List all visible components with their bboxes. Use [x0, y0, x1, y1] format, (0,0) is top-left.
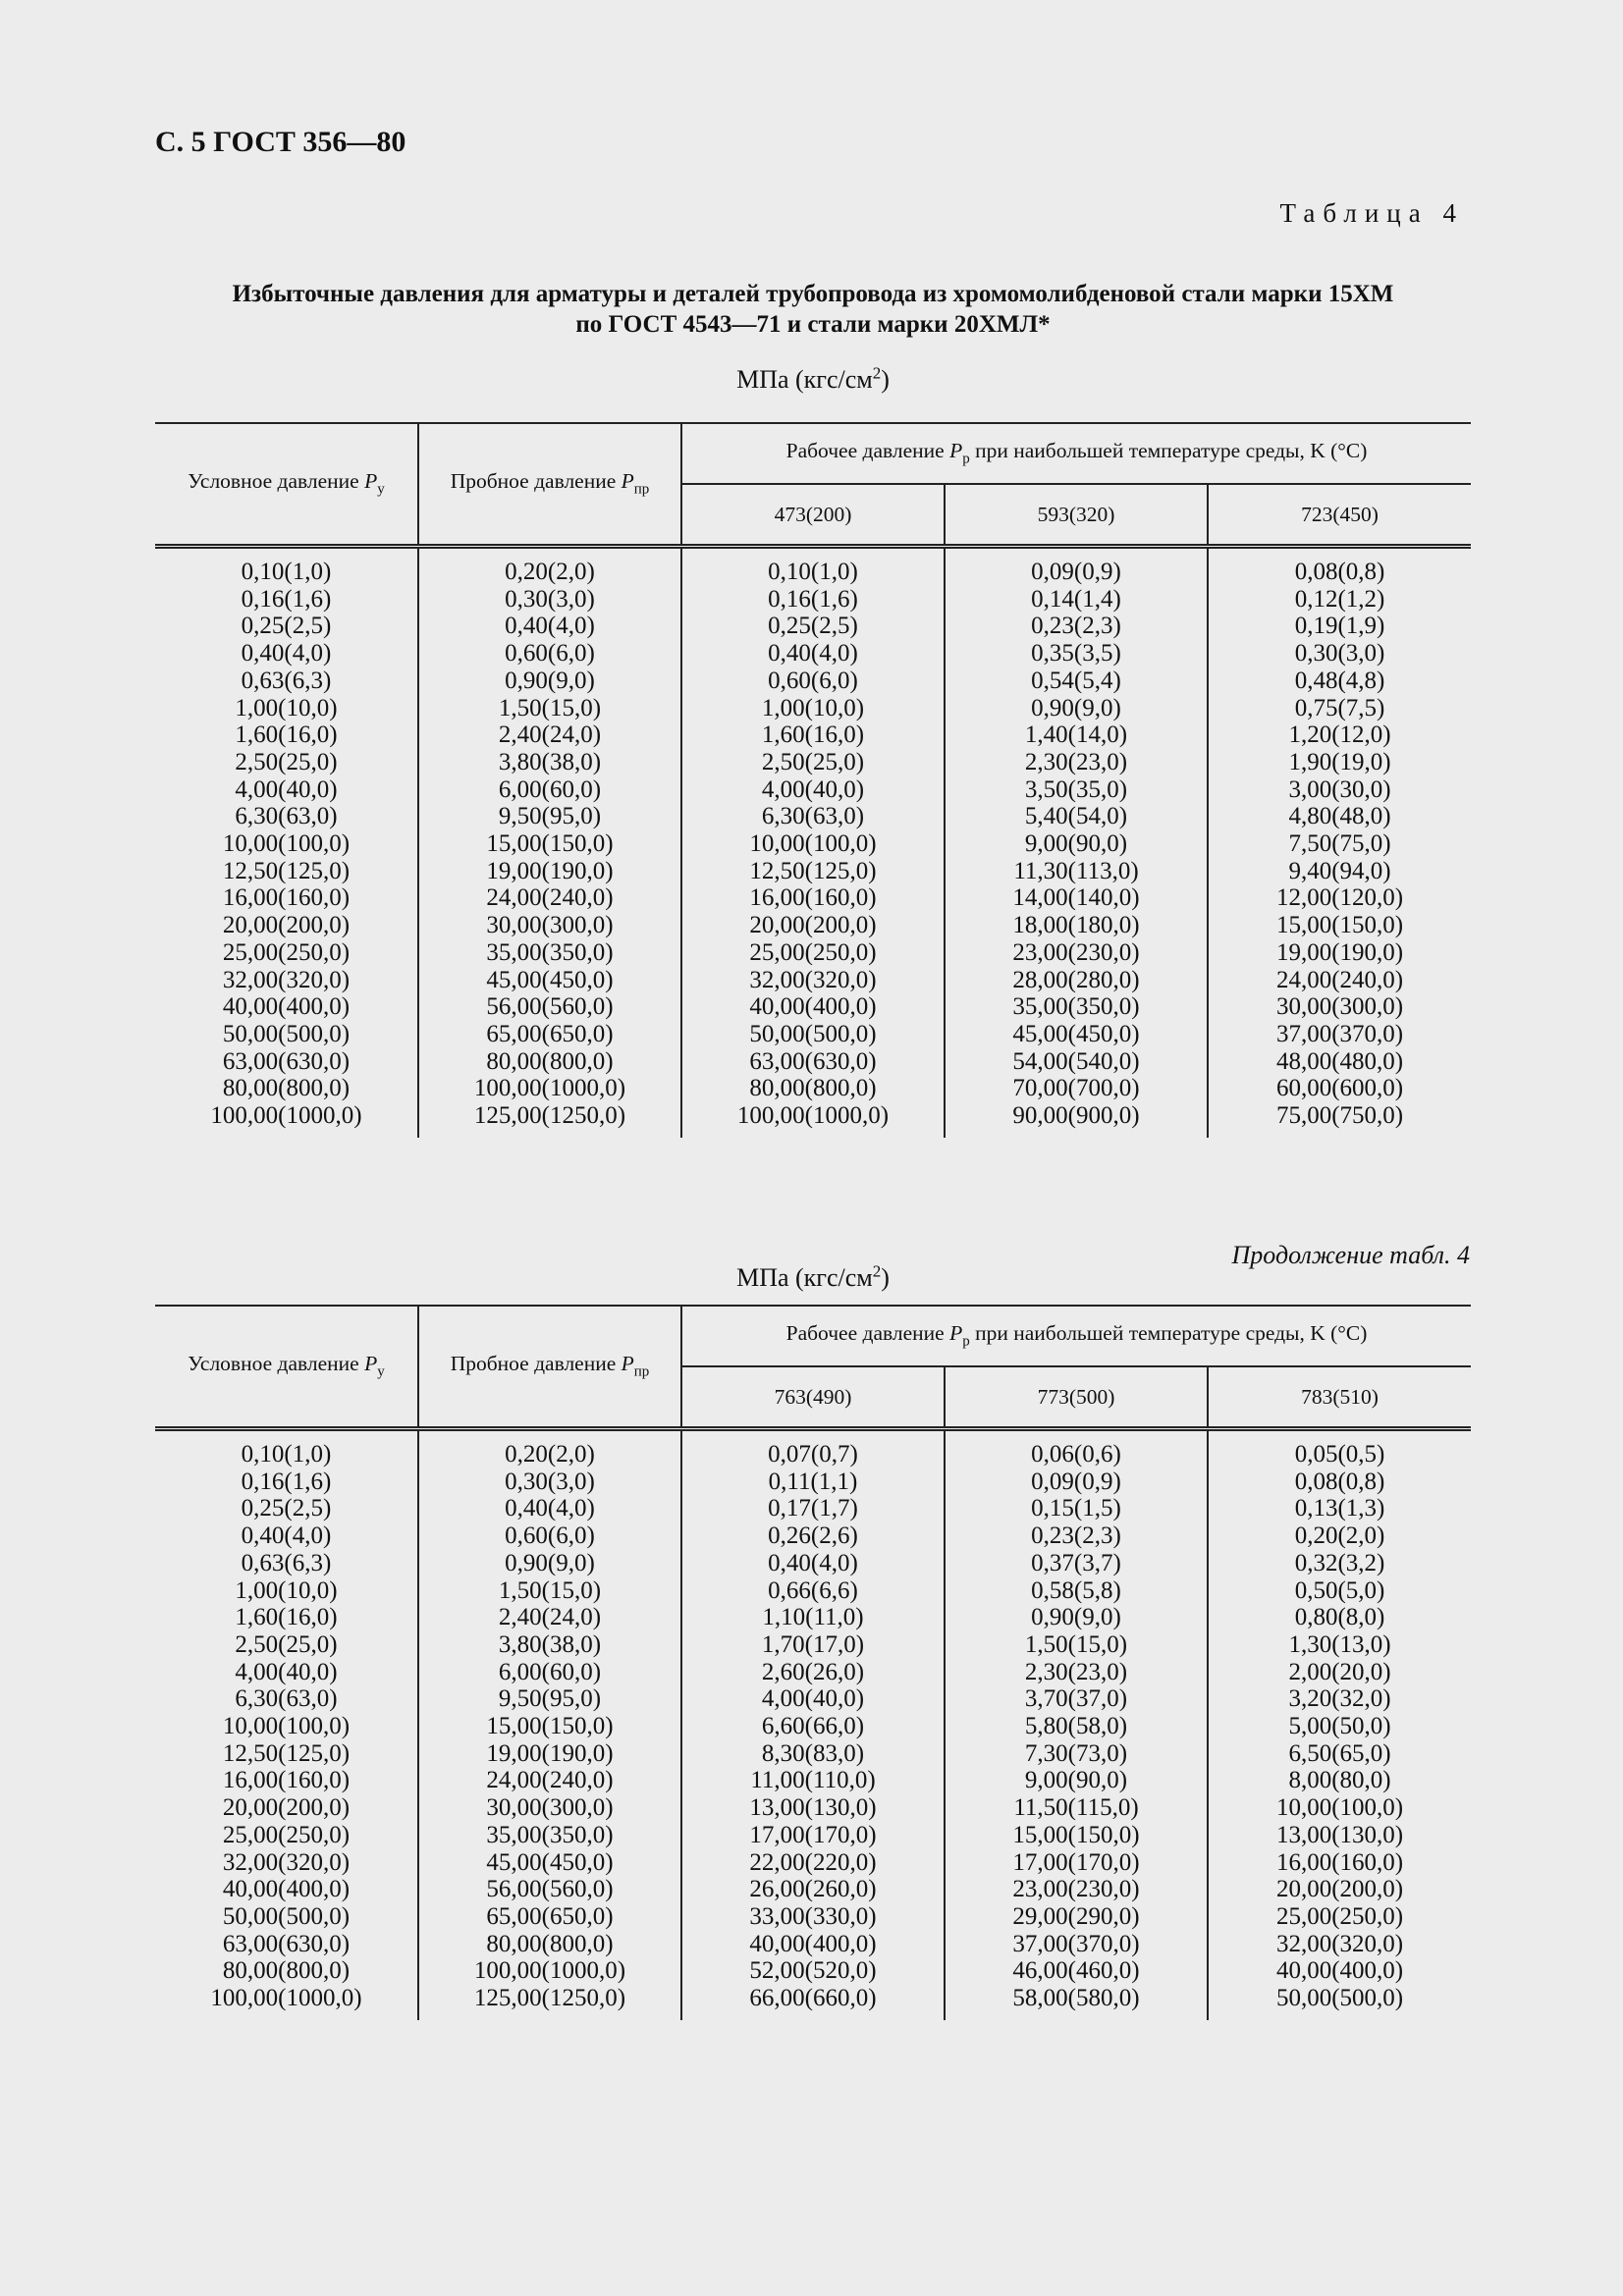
table-cell: 30,00(300,0) — [418, 1794, 681, 1822]
table-cell: 125,00(1250,0) — [418, 1102, 681, 1138]
table-cell: 2,50(25,0) — [235, 1630, 338, 1658]
table-row — [155, 667, 1471, 695]
table-cell: 125,00(1250,0) — [418, 1985, 681, 2020]
table-cell: 2,40(24,0) — [418, 721, 681, 749]
table-cell: 5,00(50,0) — [1208, 1713, 1471, 1740]
table-cell: 0,25(2,5) — [681, 613, 945, 640]
table-row — [155, 695, 1471, 722]
table-cell: 50,00(500,0) — [1208, 1985, 1471, 2020]
table-cell: 1,70(17,0) — [681, 1631, 945, 1659]
table-cell: 90,00(900,0) — [945, 1102, 1208, 1138]
table-row — [155, 776, 1471, 804]
table-cell: 12,50(125,0) — [681, 858, 945, 885]
table-row — [155, 1075, 1471, 1102]
table-row — [155, 1429, 1471, 1468]
table-row — [155, 1713, 1471, 1740]
table-cell: 2,30(23,0) — [945, 749, 1208, 776]
table-cell: 0,20(2,0) — [1208, 1522, 1471, 1550]
table-cell: 0,19(1,9) — [1208, 613, 1471, 640]
table-cell: 19,00(190,0) — [1208, 939, 1471, 967]
header-nominal-pressure: Условное давление $P_у$ — [155, 423, 418, 547]
header-temp-1: 473(200) — [681, 484, 945, 547]
table-cell: 2,60(26,0) — [681, 1659, 945, 1686]
table-cell: 37,00(370,0) — [945, 1931, 1208, 1958]
table-cell: 0,11(1,1) — [681, 1468, 945, 1496]
table-row — [155, 1957, 1471, 1985]
table-cell: 24,00(240,0) — [1208, 967, 1471, 994]
table-cell: 0,10(1,0) — [241, 1441, 332, 1468]
table-cell: 0,25(2,5) — [241, 1495, 332, 1522]
table-cell: 9,00(90,0) — [945, 830, 1208, 858]
table-row — [155, 1102, 1471, 1138]
table-cell: 40,00(400,0) — [681, 993, 945, 1021]
table-cell: 63,00(630,0) — [681, 1048, 945, 1076]
table-cell: 6,00(60,0) — [418, 776, 681, 804]
header-temp-3: 783(510) — [1208, 1366, 1471, 1429]
table-cell: 54,00(540,0) — [945, 1048, 1208, 1076]
table-cell: 15,00(150,0) — [945, 1822, 1208, 1849]
table-cell: 0,08(0,8) — [1208, 1468, 1471, 1496]
table-cell: 10,00(100,0) — [222, 830, 351, 858]
table-cell: 10,00(100,0) — [222, 1713, 351, 1740]
table-row — [155, 749, 1471, 776]
page-header: С. 5 ГОСТ 356—80 — [155, 126, 406, 158]
table-cell: 13,00(130,0) — [681, 1794, 945, 1822]
table-cell: 0,23(2,3) — [945, 613, 1208, 640]
header-nominal-pressure: Условное давление $P_у$ — [155, 1306, 418, 1429]
table-cell: 25,00(250,0) — [1208, 1903, 1471, 1931]
header-test-pressure: Пробное давление $P_{пр}$ — [418, 1306, 681, 1429]
table-cell: 1,00(10,0) — [235, 694, 338, 721]
table-cell: 0,40(4,0) — [418, 613, 681, 640]
table-cell: 0,40(4,0) — [241, 640, 332, 667]
table-row — [155, 1985, 1471, 2020]
table-cell: 3,00(30,0) — [1208, 776, 1471, 804]
table-title — [155, 279, 1471, 340]
table-cell: 25,00(250,0) — [222, 938, 351, 966]
table-row — [155, 1468, 1471, 1496]
table-row — [155, 1631, 1471, 1659]
table-cell: 4,00(40,0) — [681, 776, 945, 804]
table-cell: 0,30(3,0) — [1208, 640, 1471, 667]
table-cell: 6,30(63,0) — [235, 803, 338, 830]
header-temp-2: 593(320) — [945, 484, 1208, 547]
table-cell: 0,17(1,7) — [681, 1495, 945, 1522]
table-cell: 40,00(400,0) — [1208, 1957, 1471, 1985]
table-cell: 0,09(0,9) — [945, 1468, 1208, 1496]
table-row — [155, 912, 1471, 939]
header-temp-2: 773(500) — [945, 1366, 1208, 1429]
table-cell: 24,00(240,0) — [418, 1767, 681, 1794]
table-row — [155, 939, 1471, 967]
table-cell: 18,00(180,0) — [945, 912, 1208, 939]
table-cell: 11,00(110,0) — [681, 1767, 945, 1794]
table-row — [155, 1767, 1471, 1794]
table-cell: 1,30(13,0) — [1208, 1631, 1471, 1659]
table-cell: 80,00(800,0) — [222, 1957, 351, 1985]
table-row — [155, 1740, 1471, 1768]
table-cell: 100,00(1000,0) — [681, 1102, 945, 1138]
table-cell: 11,50(115,0) — [945, 1794, 1208, 1822]
table-cell: 14,00(140,0) — [945, 884, 1208, 912]
table-cell: 37,00(370,0) — [1208, 1021, 1471, 1048]
table-cell: 0,30(3,0) — [418, 586, 681, 614]
table-cell: 9,50(95,0) — [418, 803, 681, 830]
table-cell: 52,00(520,0) — [681, 1957, 945, 1985]
table-cell: 75,00(750,0) — [1208, 1102, 1471, 1138]
table-cell: 80,00(800,0) — [418, 1931, 681, 1958]
table-cell: 12,50(125,0) — [222, 857, 351, 884]
table-cell: 65,00(650,0) — [418, 1903, 681, 1931]
table-row — [155, 1659, 1471, 1686]
table-cell: 0,66(6,6) — [681, 1577, 945, 1605]
table-cell: 35,00(350,0) — [945, 993, 1208, 1021]
table-cell: 100,00(1000,0) — [210, 1985, 362, 2012]
table-cell: 0,14(1,4) — [945, 586, 1208, 614]
table-cell: 0,60(6,0) — [418, 1522, 681, 1550]
table-cell: 0,40(4,0) — [681, 1550, 945, 1577]
table-cell: 1,10(11,0) — [681, 1604, 945, 1631]
table-cell: 17,00(170,0) — [681, 1822, 945, 1849]
table-cell: 8,30(83,0) — [681, 1740, 945, 1768]
table-cell: 1,50(15,0) — [418, 1577, 681, 1605]
table-cell: 1,00(10,0) — [681, 695, 945, 722]
table-row — [155, 721, 1471, 749]
header-working-pressure: Рабочее давление $P_р$ при наибольшей температуре среды, K (°C) — [681, 1306, 1471, 1366]
table-cell: 0,09(0,9) — [945, 547, 1208, 586]
table-cell: 0,13(1,3) — [1208, 1495, 1471, 1522]
table-cell: 40,00(400,0) — [222, 1876, 351, 1903]
table-cell: 1,90(19,0) — [1208, 749, 1471, 776]
table-cell: 0,16(1,6) — [681, 586, 945, 614]
table-cell: 35,00(350,0) — [418, 1822, 681, 1849]
table-cell: 0,25(2,5) — [241, 613, 332, 640]
units-sup: 2 — [872, 1261, 882, 1281]
table-cell: 0,58(5,8) — [945, 1577, 1208, 1605]
table-cell: 28,00(280,0) — [945, 967, 1208, 994]
table-cell: 3,20(32,0) — [1208, 1685, 1471, 1713]
table-cell: 32,00(320,0) — [222, 1848, 351, 1876]
table-cell: 10,00(100,0) — [681, 830, 945, 858]
table-row — [155, 613, 1471, 640]
table-cell: 1,40(14,0) — [945, 721, 1208, 749]
table-cell: 19,00(190,0) — [418, 1740, 681, 1768]
table-cell: 15,00(150,0) — [418, 830, 681, 858]
table-cell: 8,00(80,0) — [1208, 1767, 1471, 1794]
table-cell: 0,16(1,6) — [241, 585, 332, 613]
table-cell: 15,00(150,0) — [418, 1713, 681, 1740]
table-cell: 10,00(100,0) — [1208, 1794, 1471, 1822]
table-cell: 2,40(24,0) — [418, 1604, 681, 1631]
table-cell: 23,00(230,0) — [945, 939, 1208, 967]
table-cell: 66,00(660,0) — [681, 1985, 945, 2020]
table-cell: 4,80(48,0) — [1208, 803, 1471, 830]
table-cell: 25,00(250,0) — [222, 1821, 351, 1848]
table-row — [155, 1048, 1471, 1076]
table-row — [155, 1021, 1471, 1048]
table-cell: 0,90(9,0) — [945, 1604, 1208, 1631]
table-cell: 0,15(1,5) — [945, 1495, 1208, 1522]
table-cell: 16,00(160,0) — [222, 884, 351, 912]
table-cell: 58,00(580,0) — [945, 1985, 1208, 2020]
table-cell: 13,00(130,0) — [1208, 1822, 1471, 1849]
table-cell: 4,00(40,0) — [681, 1685, 945, 1713]
table-cell: 0,90(9,0) — [418, 1550, 681, 1577]
table-cell: 0,50(5,0) — [1208, 1577, 1471, 1605]
table-cell: 0,37(3,7) — [945, 1550, 1208, 1577]
table-body — [155, 1429, 1471, 2020]
table-cell: 20,00(200,0) — [222, 912, 351, 939]
table-cell: 20,00(200,0) — [222, 1794, 351, 1822]
table-cell: 9,00(90,0) — [945, 1767, 1208, 1794]
table-cell: 32,00(320,0) — [681, 967, 945, 994]
table-cell: 12,00(120,0) — [1208, 884, 1471, 912]
table-cell: 19,00(190,0) — [418, 858, 681, 885]
table-cell: 25,00(250,0) — [681, 939, 945, 967]
header-test-pressure: Пробное давление $P_{пр}$ — [418, 423, 681, 547]
table-row — [155, 858, 1471, 885]
units-label — [155, 365, 1471, 395]
table-cell: 48,00(480,0) — [1208, 1048, 1471, 1076]
table-row — [155, 547, 1471, 586]
table-cell: 24,00(240,0) — [418, 884, 681, 912]
table-cell: 60,00(600,0) — [1208, 1075, 1471, 1102]
table-cell: 6,30(63,0) — [681, 803, 945, 830]
table-cell: 0,63(6,3) — [241, 1549, 332, 1576]
table-cell: 30,00(300,0) — [1208, 993, 1471, 1021]
table-row — [155, 1495, 1471, 1522]
table-cell: 3,80(38,0) — [418, 749, 681, 776]
table-cell: 9,40(94,0) — [1208, 858, 1471, 885]
table-cell: 3,50(35,0) — [945, 776, 1208, 804]
table-cell: 0,90(9,0) — [418, 667, 681, 695]
table-label: Таблица 4 — [1279, 198, 1464, 228]
table-cell: 1,00(10,0) — [235, 1576, 338, 1604]
table-row — [155, 1577, 1471, 1605]
table-row — [155, 830, 1471, 858]
table-cell: 0,60(6,0) — [418, 640, 681, 667]
table-row — [155, 1876, 1471, 1903]
table-cell: 35,00(350,0) — [418, 939, 681, 967]
table-cell: 29,00(290,0) — [945, 1903, 1208, 1931]
table-cell: 80,00(800,0) — [222, 1075, 351, 1102]
table-cell: 40,00(400,0) — [681, 1931, 945, 1958]
units-prefix: МПа (кгс/см — [736, 1263, 873, 1292]
table-cell: 65,00(650,0) — [418, 1021, 681, 1048]
table-cell: 45,00(450,0) — [418, 967, 681, 994]
table-cell: 0,35(3,5) — [945, 640, 1208, 667]
table-cell: 50,00(500,0) — [681, 1021, 945, 1048]
table-row — [155, 1822, 1471, 1849]
table-cell: 20,00(200,0) — [681, 912, 945, 939]
table-cell: 0,10(1,0) — [241, 559, 332, 585]
continuation-label: Продолжение табл. 4 — [1231, 1241, 1470, 1269]
table-cell: 3,80(38,0) — [418, 1631, 681, 1659]
table-cell: 4,00(40,0) — [235, 1658, 338, 1685]
table-cell: 50,00(500,0) — [222, 1020, 351, 1047]
table-cell: 0,54(5,4) — [945, 667, 1208, 695]
pressure-table-2 — [155, 1305, 1471, 2020]
units-label-2 — [155, 1263, 1471, 1293]
units-suffix: ) — [881, 365, 890, 394]
table-title-line-1: Избыточные давления для арматуры и деталей трубопровода из хромомолибденовой стали марки 15ХМ — [232, 281, 1394, 307]
table-cell: 0,40(4,0) — [681, 640, 945, 667]
table-row — [155, 1903, 1471, 1931]
table-row — [155, 640, 1471, 667]
table-cell: 0,12(1,2) — [1208, 586, 1471, 614]
table-cell: 0,26(2,6) — [681, 1522, 945, 1550]
table-cell: 4,00(40,0) — [235, 775, 338, 803]
table-cell: 0,06(0,6) — [945, 1429, 1208, 1468]
table-cell: 26,00(260,0) — [681, 1876, 945, 1903]
table-title-line-2: по ГОСТ 4543—71 и стали марки 20ХМЛ* — [575, 311, 1051, 338]
header-temp-3: 723(450) — [1208, 484, 1471, 547]
table-cell: 45,00(450,0) — [945, 1021, 1208, 1048]
table-cell: 0,30(3,0) — [418, 1468, 681, 1496]
table-cell: 46,00(460,0) — [945, 1957, 1208, 1985]
table-cell: 56,00(560,0) — [418, 1876, 681, 1903]
table-cell: 0,32(3,2) — [1208, 1550, 1471, 1577]
table-row — [155, 1550, 1471, 1577]
table-row — [155, 1685, 1471, 1713]
table-cell: 11,30(113,0) — [945, 858, 1208, 885]
table-row — [155, 993, 1471, 1021]
table-cell: 100,00(1000,0) — [418, 1957, 681, 1985]
table-cell: 0,16(1,6) — [241, 1468, 332, 1495]
units-suffix: ) — [881, 1263, 890, 1292]
table-cell: 1,50(15,0) — [418, 695, 681, 722]
table-cell: 63,00(630,0) — [222, 1047, 351, 1075]
table-cell: 40,00(400,0) — [222, 993, 351, 1021]
table-row — [155, 586, 1471, 614]
table-row — [155, 1849, 1471, 1877]
table-cell: 0,10(1,0) — [681, 547, 945, 586]
table-cell: 0,20(2,0) — [418, 547, 681, 586]
table-cell: 12,50(125,0) — [222, 1739, 351, 1767]
table-cell: 33,00(330,0) — [681, 1903, 945, 1931]
table-cell: 1,20(12,0) — [1208, 721, 1471, 749]
table-cell: 0,08(0,8) — [1208, 547, 1471, 586]
table-cell: 63,00(630,0) — [222, 1930, 351, 1957]
table-cell: 100,00(1000,0) — [210, 1102, 362, 1130]
table-cell: 2,00(20,0) — [1208, 1659, 1471, 1686]
table-row — [155, 1794, 1471, 1822]
table-cell: 0,80(8,0) — [1208, 1604, 1471, 1631]
pressure-table-1 — [155, 422, 1471, 1138]
table-cell: 7,30(73,0) — [945, 1740, 1208, 1768]
table-cell: 22,00(220,0) — [681, 1849, 945, 1877]
table-row — [155, 1604, 1471, 1631]
table-cell: 1,60(16,0) — [235, 1604, 338, 1631]
table-cell: 50,00(500,0) — [222, 1902, 351, 1930]
table-cell: 3,70(37,0) — [945, 1685, 1208, 1713]
table-cell: 80,00(800,0) — [681, 1075, 945, 1102]
table-cell: 30,00(300,0) — [418, 912, 681, 939]
table-cell: 0,63(6,3) — [241, 667, 332, 694]
table-cell: 16,00(160,0) — [222, 1767, 351, 1794]
table-cell: 9,50(95,0) — [418, 1685, 681, 1713]
table-cell: 2,50(25,0) — [681, 749, 945, 776]
table-cell: 6,00(60,0) — [418, 1659, 681, 1686]
table-cell: 0,75(7,5) — [1208, 695, 1471, 722]
table-cell: 0,20(2,0) — [418, 1429, 681, 1468]
header-temp-1: 763(490) — [681, 1366, 945, 1429]
table-cell: 1,50(15,0) — [945, 1631, 1208, 1659]
table-cell: 32,00(320,0) — [1208, 1931, 1471, 1958]
table-cell: 32,00(320,0) — [222, 966, 351, 993]
table-cell: 2,30(23,0) — [945, 1659, 1208, 1686]
table-cell: 7,50(75,0) — [1208, 830, 1471, 858]
units-prefix: МПа (кгс/см — [736, 365, 873, 394]
table-cell: 16,00(160,0) — [681, 884, 945, 912]
table-cell: 15,00(150,0) — [1208, 912, 1471, 939]
table-row — [155, 1931, 1471, 1958]
table-cell: 80,00(800,0) — [418, 1048, 681, 1076]
header-working-pressure: Рабочее давление $P_р$ при наибольшей температуре среды, K (°C) — [681, 423, 1471, 484]
table-cell: 23,00(230,0) — [945, 1876, 1208, 1903]
table-row — [155, 884, 1471, 912]
table-cell: 6,60(66,0) — [681, 1713, 945, 1740]
units-sup: 2 — [872, 363, 882, 383]
table-cell: 6,30(63,0) — [235, 1685, 338, 1713]
table-row — [155, 803, 1471, 830]
table-cell: 2,50(25,0) — [235, 748, 338, 775]
table-cell: 16,00(160,0) — [1208, 1849, 1471, 1877]
table-row — [155, 967, 1471, 994]
table-body — [155, 547, 1471, 1138]
table-cell: 0,60(6,0) — [681, 667, 945, 695]
table-cell: 1,60(16,0) — [235, 721, 338, 749]
table-row — [155, 1522, 1471, 1550]
table-cell: 56,00(560,0) — [418, 993, 681, 1021]
table-cell: 5,40(54,0) — [945, 803, 1208, 830]
table-cell: 0,07(0,7) — [681, 1429, 945, 1468]
table-cell: 20,00(200,0) — [1208, 1876, 1471, 1903]
table-cell: 0,40(4,0) — [241, 1522, 332, 1550]
table-cell: 0,90(9,0) — [945, 695, 1208, 722]
table-cell: 0,23(2,3) — [945, 1522, 1208, 1550]
table-cell: 100,00(1000,0) — [418, 1075, 681, 1102]
table-cell: 0,40(4,0) — [418, 1495, 681, 1522]
table-cell: 0,48(4,8) — [1208, 667, 1471, 695]
table-cell: 5,80(58,0) — [945, 1713, 1208, 1740]
table-cell: 1,60(16,0) — [681, 721, 945, 749]
table-cell: 6,50(65,0) — [1208, 1740, 1471, 1768]
table-cell: 70,00(700,0) — [945, 1075, 1208, 1102]
table-cell: 45,00(450,0) — [418, 1849, 681, 1877]
table-cell: 17,00(170,0) — [945, 1849, 1208, 1877]
table-cell: 0,05(0,5) — [1208, 1429, 1471, 1468]
